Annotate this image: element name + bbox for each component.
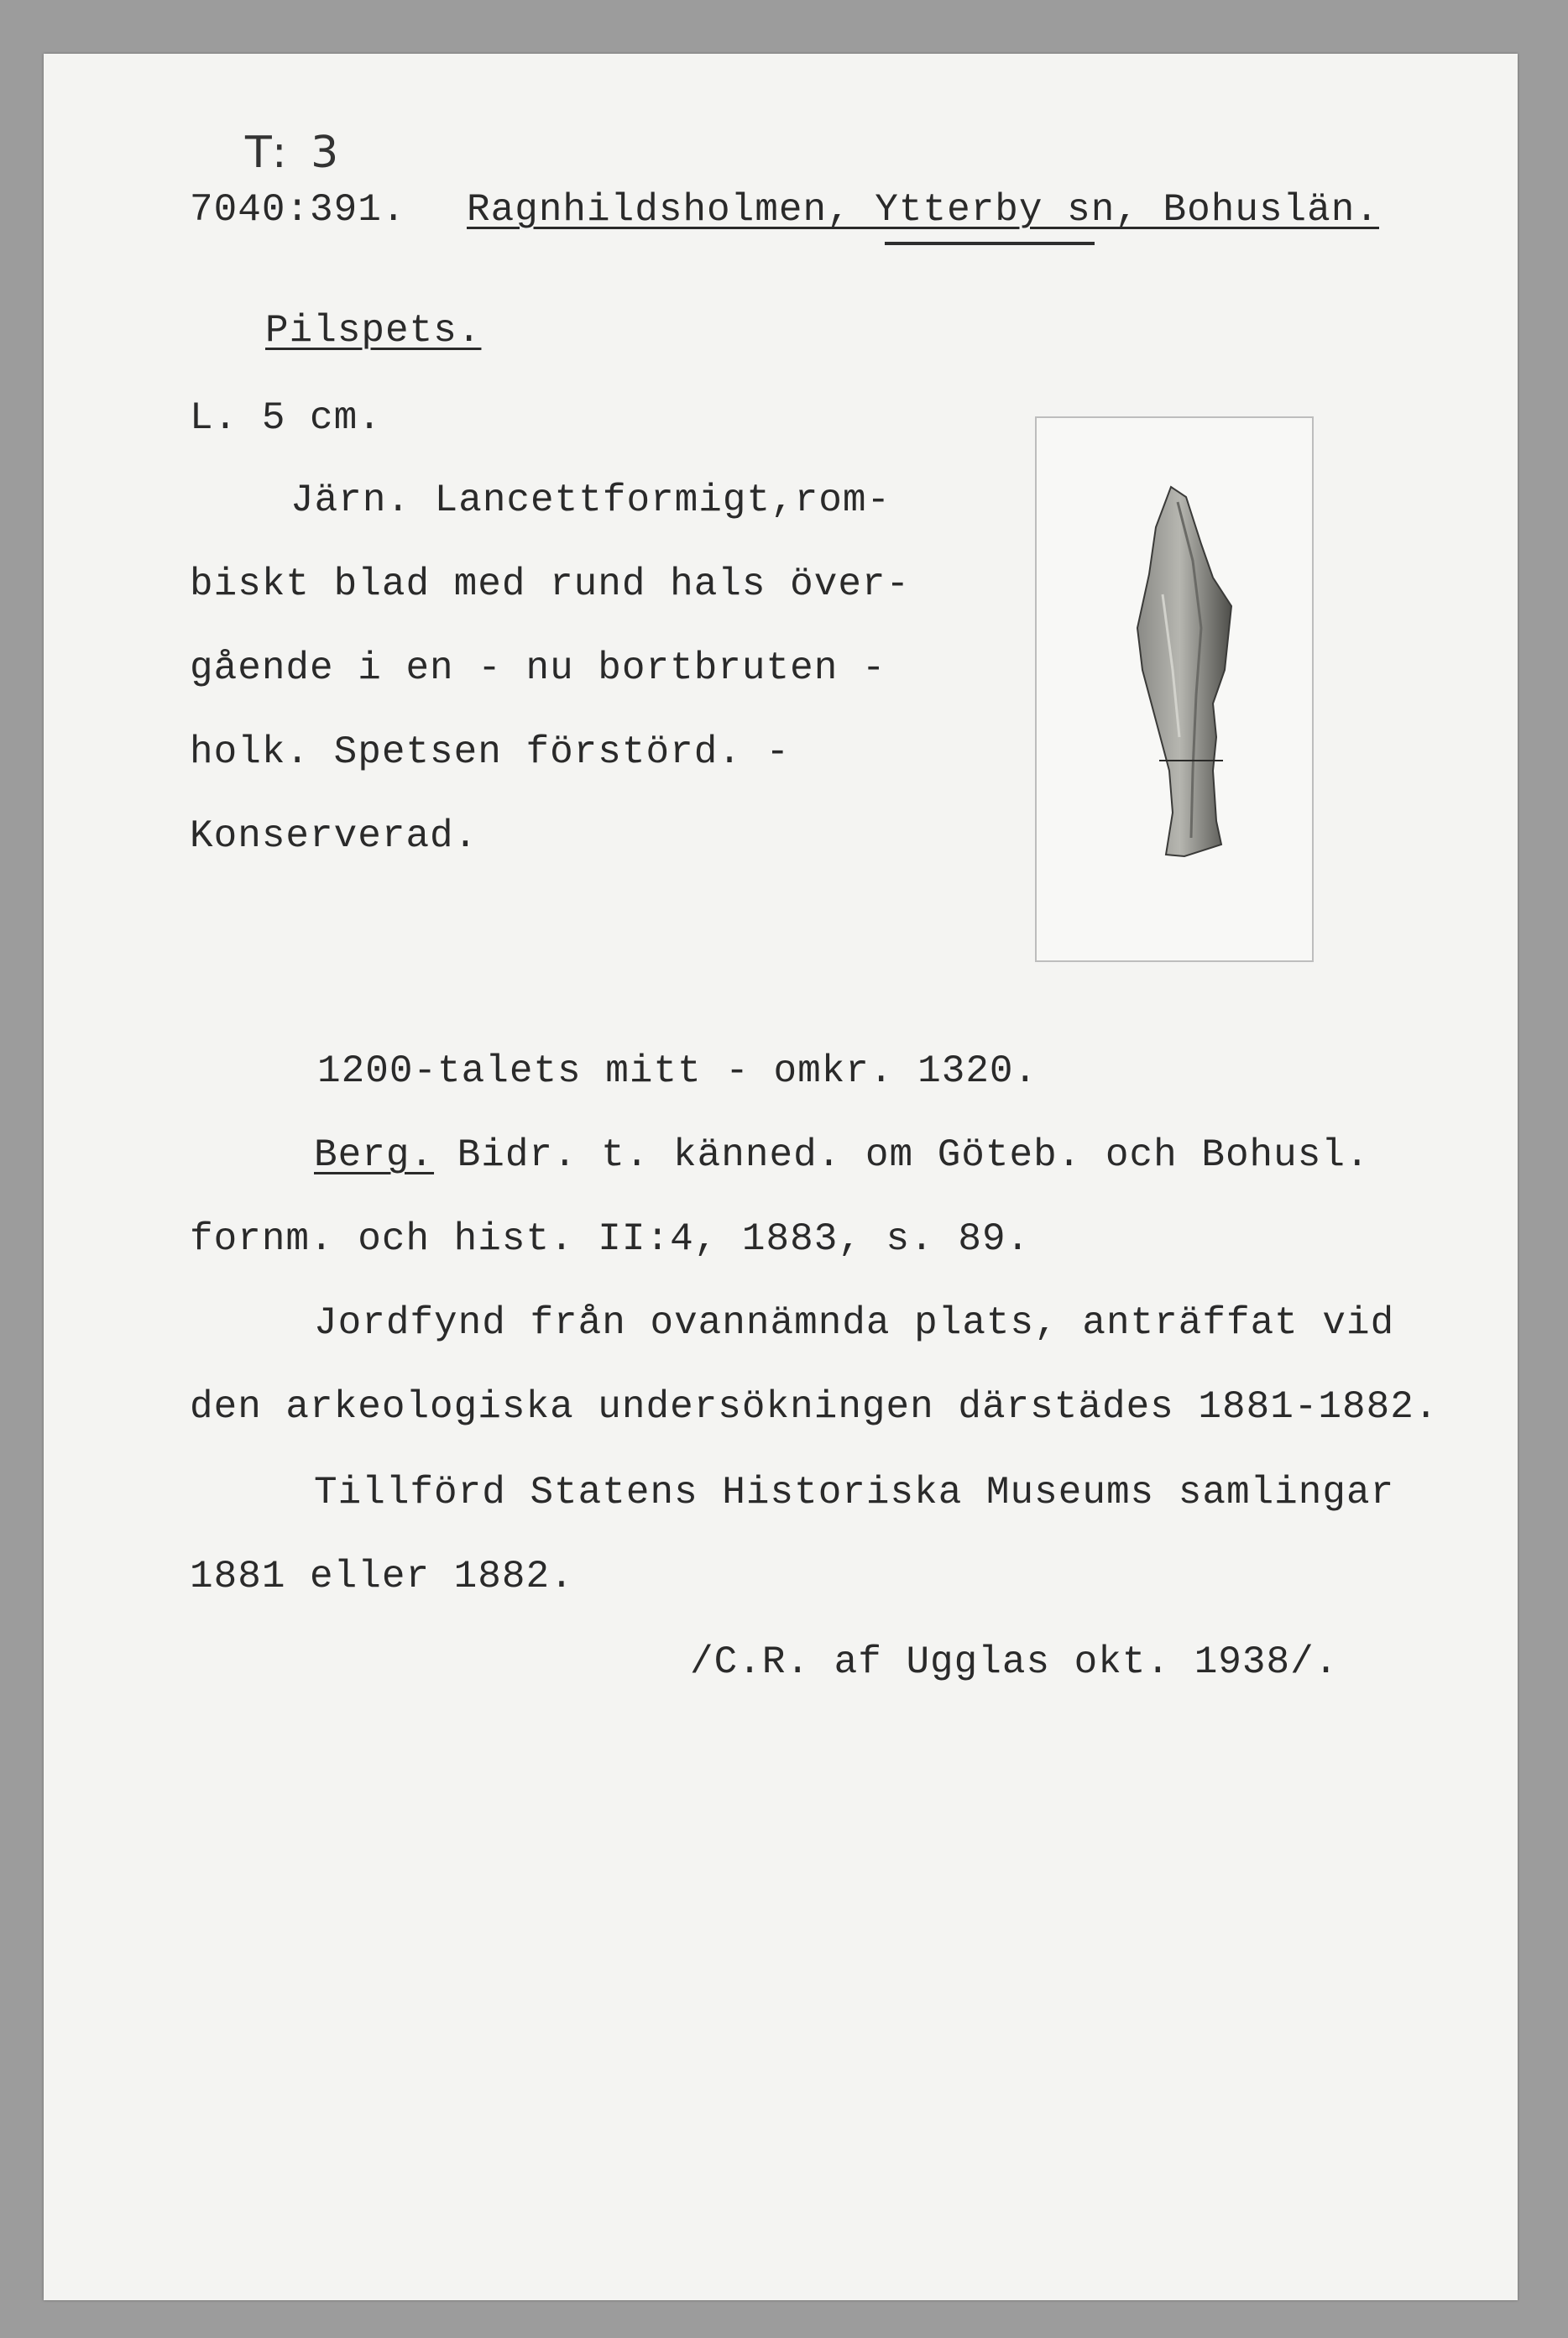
length: L. 5 cm. (190, 396, 382, 440)
location: Ragnhildsholmen, Ytterby sn, Bohuslän. (467, 188, 1379, 232)
arrowhead-photo (1037, 418, 1312, 960)
reference-title: Bidr. t. känned. om Göteb. och Bohusl. (433, 1133, 1370, 1177)
description-line: gående i en - nu bortbruten - (190, 646, 886, 690)
signature: /C.R. af Ugglas okt. 1938/. (690, 1640, 1339, 1684)
description-line: holk. Spetsen förstörd. - (190, 730, 791, 774)
description-line: Järn. Lancettformigt,rom- (290, 479, 891, 522)
corner-mark: T: 3 (245, 128, 344, 178)
acquisition-line: Tillförd Statens Historiska Museums samlingar (314, 1471, 1395, 1514)
dating: 1200-talets mitt - omkr. 1320. (317, 1049, 1038, 1093)
description-line: biskt blad med rund hals över- (190, 562, 911, 606)
acquisition-line: 1881 eller 1882. (190, 1555, 574, 1598)
catalog-number: 7040:391. (190, 188, 406, 232)
reference-line-2: fornm. och hist. II:4, 1883, s. 89. (190, 1217, 1031, 1261)
find-line: den arkeologiska undersökningen därstädes 1881-1882. (190, 1385, 1439, 1429)
description-line: Konserverad. (190, 814, 478, 858)
object-photo (1035, 416, 1314, 962)
reference-author: Berg. (314, 1133, 435, 1177)
object-name: Pilspets. (265, 309, 482, 353)
location-extra-underline (885, 242, 1095, 245)
find-line: Jordfynd från ovannämnda plats, anträffat vid (314, 1301, 1395, 1345)
catalog-card (44, 54, 1518, 2300)
